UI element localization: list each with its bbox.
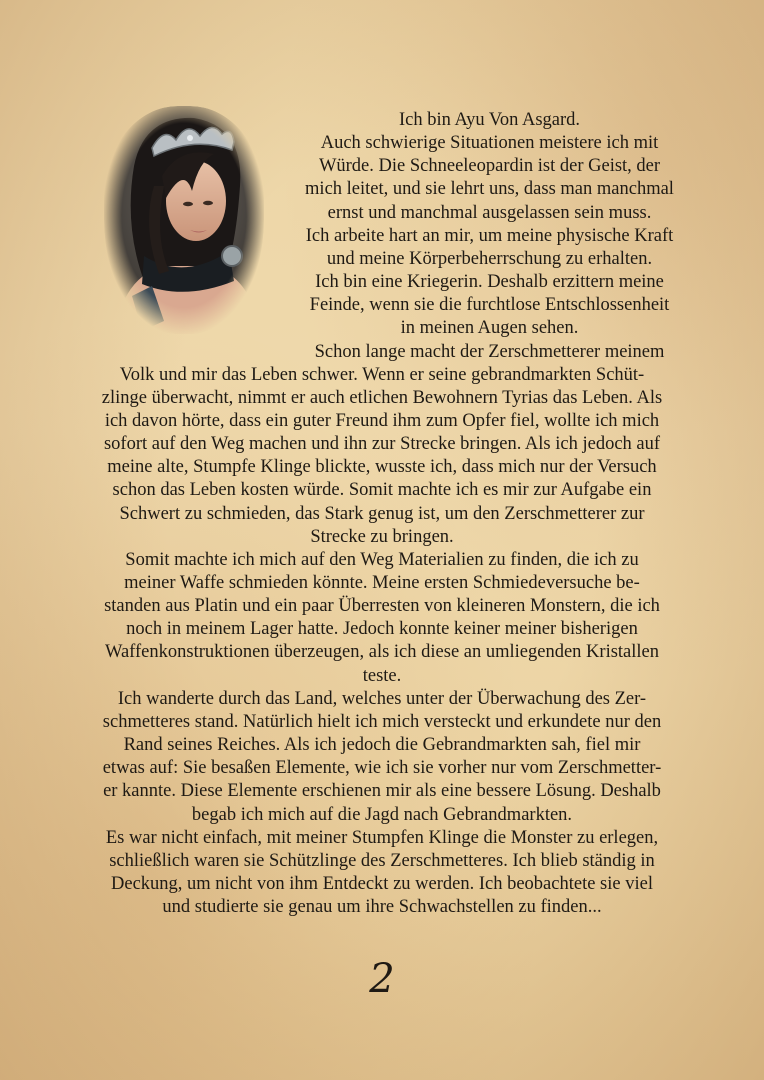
story-line: Ich bin Ayu Von Asgard. (398, 110, 581, 130)
story-line: sofort auf den Weg machen und ihn zur Strecke bringen. Als ich jedoch auf (103, 434, 661, 455)
story-line: Ich arbeite hart an mir, um meine physische Kraft (305, 225, 674, 246)
story-line: Strecke zu bringen. (310, 526, 454, 547)
story-line: Somit machte ich mich auf den Weg Materialien zu finden, die ich zu (125, 549, 639, 570)
story-line: und studierte sie genau um ihre Schwachstellen zu finden... (162, 897, 602, 918)
story-line: begab ich mich auf die Jagd nach Gebrandmarkten. (191, 804, 573, 825)
story-line: schließlich waren sie Schützlinge des Zerschmetteres. Ich blieb ständig in (109, 850, 655, 871)
story-line: mich leitet, und sie lehrt uns, dass man manchmal (305, 179, 674, 200)
story-line: Volk und mir das Leben schwer. Wenn er seine gebrandmarkten Schüt- (119, 364, 645, 385)
story-line: meiner Waffe schmieden könnte. Meine ersten Schmiedeversuche be- (124, 573, 640, 593)
story-line: Deckung, um nicht von ihm Entdeckt zu werden. Ich beobachtete sie viel (111, 873, 653, 894)
story-line: zlinge überwacht, nimmt er auch etlichen Bewohnern Tyrias das Leben. Als (101, 387, 663, 408)
story-line: etwas auf: Sie besaßen Elemente, wie ich sie vorher nur vom Zerschmetter- (102, 758, 662, 779)
story-line: schmetteres stand. Natürlich hielt ich mich versteckt und erkundete nur den (102, 711, 662, 732)
story-line: noch in meinem Lager hatte. Jedoch konnte keiner meiner bisherigen (126, 619, 638, 640)
story-line: teste. (362, 665, 402, 686)
story-line: Feinde, wenn sie die furchtlose Entschlossenheit (309, 295, 670, 316)
story-line: Ich wanderte durch das Land, welches unter der Überwachung des Zer- (117, 688, 647, 709)
story-line: Würde. Die Schneeleopardin ist der Geist, der (318, 156, 661, 177)
story-line: Ich bin eine Kriegerin. Deshalb erzittern meine (315, 272, 664, 293)
story-line: Es war nicht einfach, mit meiner Stumpfen Klinge die Monster zu erlegen, (105, 827, 659, 848)
story-line: Rand seines Reiches. Als ich jedoch die Gebrandmarkten sah, fiel mir (123, 735, 641, 756)
story-line: Schwert zu schmieden, das Stark genug ist, um den Zerschmetterer zur (119, 503, 645, 524)
story-line: ernst und manchmal ausgelassen sein muss. (327, 202, 652, 223)
story-line: Waffenkonstruktionen überzeugen, als ich diese an umliegenden Kristallen (104, 642, 659, 663)
story-line: standen aus Platin und ein paar Überresten von kleineren Monstern, die ich (104, 596, 660, 617)
page-number: 2 (369, 956, 395, 1002)
story-line: Auch schwierige Situationen meistere ich mit (320, 133, 659, 154)
story-line: er kannte. Diese Elemente erschienen mir als eine bessere Lösung. Deshalb (103, 781, 661, 802)
story-line: ich davon hörte, dass ein guter Freund ihm zum Opfer fiel, wollte ich mich (104, 410, 660, 431)
story-line: Schon lange macht der Zerschmetterer meinem (314, 341, 665, 362)
story-line: und meine Körperbeherrschung zu erhalten. (326, 248, 653, 269)
story-line: meine alte, Stumpfe Klinge blickte, wusste ich, dass mich nur der Versuch (107, 457, 657, 478)
story-line: in meinen Augen sehen. (400, 318, 579, 339)
story-line: schon das Leben kosten würde. Somit machte ich es mir zur Aufgabe ein (112, 480, 652, 501)
